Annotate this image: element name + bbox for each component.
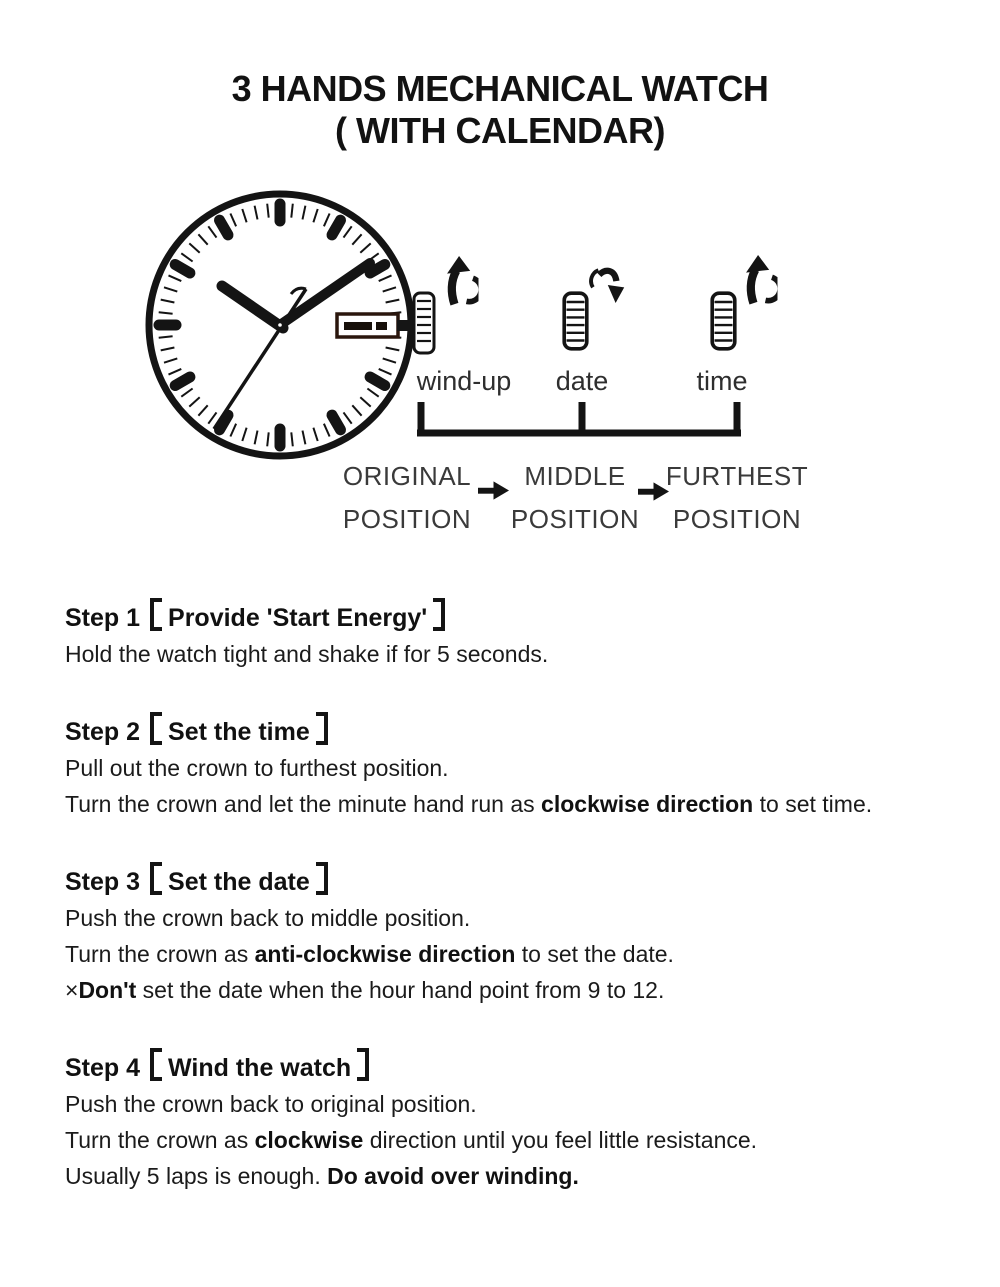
left-lenticular-bracket (150, 598, 162, 631)
step-1-line-1: Hold the watch tight and shake if for 5 seconds. (65, 641, 549, 667)
middle-position-label: MIDDLE POSITION (510, 461, 640, 534)
arrow-right-icon (638, 482, 669, 501)
step-1-heading: Step 1 Provide 'Start Energy' (65, 598, 960, 636)
windup-clockwise-arrow-icon (441, 256, 479, 306)
watch-face-icon (125, 180, 447, 484)
watch-crown-icon (414, 293, 434, 353)
date-anticlockwise-arrow-icon (589, 263, 625, 307)
step-2-line-2: Turn the crown and let the minute hand run as clockwise direction to set time. (65, 791, 873, 817)
furthest-position-label: FURTHEST POSITION (665, 461, 809, 534)
step-2 (65, 712, 960, 822)
right-lenticular-bracket (357, 1048, 369, 1081)
crown-position-diagram (0, 152, 1000, 598)
step-3-line-1: Push the crown back to middle position. (65, 905, 471, 931)
left-lenticular-bracket (150, 862, 162, 895)
time-crown-icon (710, 291, 737, 351)
original-position-label: ORIGINAL POSITION (342, 461, 472, 534)
date-crown-icon (562, 291, 589, 351)
windup-label: wind-up (416, 366, 512, 396)
step-3-heading: Step 3 Set the date (65, 862, 960, 900)
step-4-line-2: Turn the crown as clockwise direction until you feel little resistance. (65, 1127, 758, 1153)
step-4-line-3: Usually 5 laps is enough. Do avoid over winding. (65, 1163, 579, 1189)
step-4-heading: Step 4 Wind the watch (65, 1048, 960, 1086)
step-1 (65, 598, 960, 672)
arrow-right-icon (478, 481, 509, 500)
time-label: time (696, 366, 748, 396)
page-title-line-2: ( WITH CALENDAR) (335, 110, 665, 151)
date-label: date (555, 366, 609, 396)
right-lenticular-bracket (433, 598, 445, 631)
left-lenticular-bracket (150, 1048, 162, 1081)
right-lenticular-bracket (316, 862, 328, 895)
step-2-heading: Step 2 Set the time (65, 712, 960, 750)
step-4-line-1: Push the crown back to original position. (65, 1091, 477, 1117)
time-clockwise-arrow-icon (740, 255, 778, 305)
step-3-line-2: Turn the crown as anti-clockwise direction to set the date. (65, 941, 674, 967)
step-3-line-3: ×Don't set the date when the hour hand point from 9 to 12. (65, 977, 665, 1003)
right-lenticular-bracket (316, 712, 328, 745)
step-4 (65, 1048, 960, 1194)
instruction-steps (0, 598, 1000, 1194)
page-title-line-1: 3 HANDS MECHANICAL WATCH (231, 68, 769, 109)
step-2-line-1: Pull out the crown to furthest position. (65, 755, 449, 781)
step-3 (65, 862, 960, 1008)
page-title (0, 0, 1000, 152)
left-lenticular-bracket (150, 712, 162, 745)
position-bracket-icon (417, 402, 741, 438)
